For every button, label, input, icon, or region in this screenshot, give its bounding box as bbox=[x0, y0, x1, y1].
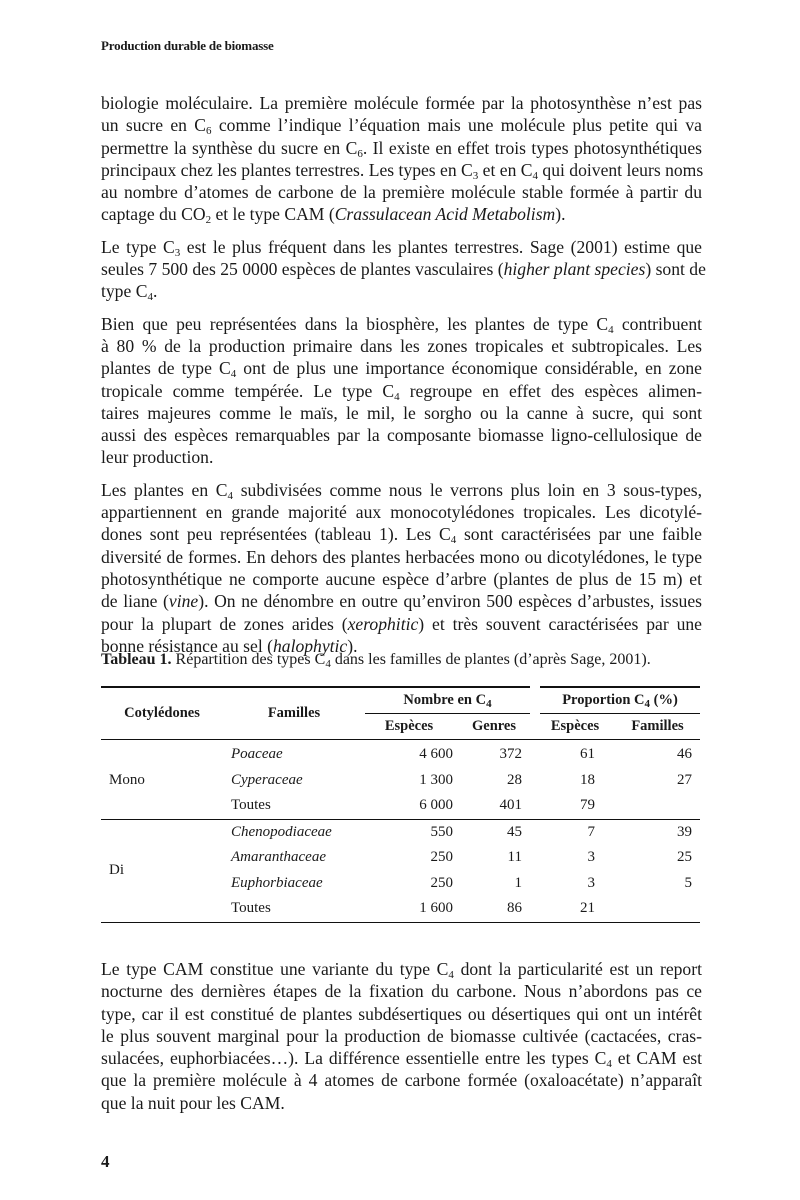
text-line bbox=[101, 590, 702, 612]
italic-term: higher plant species bbox=[503, 259, 646, 280]
cell-especes: 6 000 bbox=[365, 793, 453, 819]
cell-prop-familles: 46 bbox=[677, 746, 692, 763]
text-run: nocturne des dernières étapes de la fixation du carbone. Nous n’abordons pas ce bbox=[101, 981, 702, 1002]
paragraph bbox=[101, 958, 702, 1114]
text-run: tropicale comme tempérée. Le type C bbox=[101, 380, 395, 401]
text-line bbox=[101, 1069, 702, 1091]
header-cotyledones: Cotylédones bbox=[101, 687, 223, 740]
text-run: leur production. bbox=[101, 447, 214, 468]
text-run: dont la particularité est un report bbox=[453, 959, 702, 979]
text-run: Bien que peu représentées dans la biosphère, les plantes de type C bbox=[101, 313, 609, 334]
subscript: 4 bbox=[147, 291, 153, 304]
cell-prop-especes: 3 bbox=[587, 849, 595, 866]
text-run: ). bbox=[555, 204, 566, 225]
text-run: ont de plus une importance économique considérable, en zone bbox=[236, 358, 702, 379]
text-line bbox=[101, 1092, 702, 1114]
text-line bbox=[101, 335, 702, 357]
text-line bbox=[101, 546, 702, 568]
table-caption-text: Répartition des types C bbox=[171, 651, 326, 668]
cell-genres: 372 bbox=[499, 746, 522, 763]
text-line bbox=[101, 613, 702, 635]
header-text: Proportion C bbox=[562, 692, 645, 708]
text-run: . bbox=[152, 281, 158, 302]
text-run: aussi des espèces remarquables par la composante biomasse ligno-cellulosique de bbox=[101, 425, 702, 446]
subscript: 4 bbox=[608, 323, 614, 336]
header-familles-prop: Familles bbox=[615, 714, 700, 740]
text-run: diversité de formes. En dehors des plantes herbacées mono ou dicotylédones, le type bbox=[101, 546, 702, 567]
text-line bbox=[101, 137, 702, 159]
header-group-nombre bbox=[365, 687, 535, 714]
cell-family: Toutes bbox=[223, 896, 365, 922]
page-number: 4 bbox=[101, 1152, 110, 1171]
cell-especes: 1 300 bbox=[419, 771, 453, 788]
text-line bbox=[101, 402, 702, 424]
cell-especes: 250 bbox=[430, 874, 453, 891]
cell-especes: 550 bbox=[430, 823, 453, 840]
text-line bbox=[101, 1025, 702, 1047]
text-run: comme l’indique l’équation mais une molécule plus petite qui va bbox=[211, 115, 702, 136]
cell-cotyledon: Mono bbox=[101, 740, 223, 820]
subscript: 4 bbox=[448, 969, 454, 981]
table-caption-text: dans les familles de plantes (d’après Sage, 2001). bbox=[330, 651, 651, 668]
text-run: que la nuit pour les CAM. bbox=[101, 1092, 285, 1113]
text-run: est le plus fréquent dans les plantes terrestres. Sage (2001) estime que bbox=[180, 236, 702, 257]
text-run: au nombre d’atomes de carbone de la première molécule stable formée à partir du bbox=[101, 182, 702, 203]
text-run: et le type CAM ( bbox=[211, 204, 335, 225]
running-head: Production durable de biomasse bbox=[101, 38, 274, 53]
cell-prop-especes: 79 bbox=[535, 793, 615, 819]
text-run: Le type CAM constitue une variante du type C bbox=[101, 959, 449, 979]
subscript: 4 bbox=[606, 1058, 612, 1071]
subscript: 6 bbox=[206, 125, 212, 138]
cell-family: Euphorbiaceae bbox=[231, 874, 323, 891]
cell-genres: 86 bbox=[453, 896, 535, 922]
italic-term: vine bbox=[168, 591, 199, 612]
text-run: biologie moléculaire. La première molécule formée par la photosynthèse n’est pas bbox=[101, 93, 702, 113]
text-run: qui doivent leurs noms bbox=[538, 159, 704, 180]
subscript: 4 bbox=[644, 698, 650, 710]
text-line bbox=[101, 181, 702, 203]
cell-prop-familles: 25 bbox=[677, 849, 692, 866]
subscript: 4 bbox=[532, 169, 539, 182]
text-run: le plus souvent marginal pour la production de biomasse cultivée (cactacées, cras- bbox=[101, 1025, 702, 1046]
text-run: sont caractérisées par une faible bbox=[456, 524, 702, 545]
text-run: ) sont de bbox=[645, 259, 706, 280]
text-run: et CAM est bbox=[611, 1048, 702, 1069]
subscript: 4 bbox=[394, 390, 400, 403]
text-run: Le type C bbox=[101, 236, 175, 257]
header-text: Nombre en C bbox=[403, 692, 487, 708]
subscript: 4 bbox=[325, 658, 331, 670]
subscript: 4 bbox=[227, 489, 234, 502]
text-run: Les plantes en C bbox=[101, 479, 228, 500]
text-line bbox=[101, 1003, 702, 1025]
cell-family: Chenopodiaceae bbox=[231, 823, 332, 840]
table-row bbox=[101, 740, 700, 768]
subscript: 3 bbox=[174, 246, 181, 259]
text-run: ). bbox=[347, 635, 358, 656]
text-run: regroupe en effet des espèces alimen- bbox=[399, 380, 702, 401]
text-line bbox=[101, 159, 702, 181]
text-line bbox=[101, 92, 702, 114]
text-run: type C bbox=[101, 281, 148, 302]
text-run: permettre la synthèse du sucre en C bbox=[101, 137, 358, 158]
cell-family: Amaranthaceae bbox=[231, 849, 326, 866]
text-run: pour la plupart de zones arides ( bbox=[101, 613, 348, 634]
italic-term: Crassulacean Acid Metabolism bbox=[334, 204, 556, 225]
cell-genres: 1 bbox=[514, 874, 522, 891]
text-line bbox=[101, 313, 702, 335]
text-line bbox=[101, 568, 702, 590]
text-run: sulacées, euphorbiacées…). La différence essentielle entre les types C bbox=[101, 1048, 607, 1069]
subscript: 4 bbox=[450, 534, 457, 547]
text-line bbox=[101, 380, 702, 402]
subscript: 4 bbox=[486, 698, 492, 710]
paragraph bbox=[101, 92, 702, 226]
text-run: photosynthétique ne comporte aucune espèce d’arbre (plantes de plus de 15 m) et bbox=[101, 568, 702, 589]
text-run: ). On ne dénombre en outre qu’environ 500 espèces d’arbustes, issues bbox=[198, 591, 702, 612]
cell-prop-especes: 21 bbox=[535, 896, 615, 922]
paragraph bbox=[101, 236, 706, 304]
cell-especes: 1 600 bbox=[365, 896, 453, 922]
header-especes-prop: Espèces bbox=[535, 714, 615, 740]
text-line bbox=[101, 357, 702, 379]
subscript: 3 bbox=[472, 169, 479, 182]
cell-especes: 4 600 bbox=[419, 746, 453, 763]
text-run: à 80 % de la production primaire dans les zones tropicales et subtropicales. Les bbox=[101, 335, 702, 356]
text-line bbox=[101, 446, 702, 468]
cell-prop-familles: 27 bbox=[677, 771, 692, 788]
cell-genres: 11 bbox=[507, 849, 522, 866]
cell-especes: 250 bbox=[430, 849, 453, 866]
text-run: contribuent bbox=[613, 313, 703, 334]
text-line bbox=[101, 424, 702, 446]
cell-family: Toutes bbox=[223, 793, 365, 819]
text-run: ) et très souvent caractérisées par une bbox=[418, 613, 702, 634]
text-line bbox=[101, 479, 702, 501]
subscript: 2 bbox=[205, 214, 212, 227]
text-run: taires majeures comme le maïs, le mil, le sorgho ou la canne à sucre, qui sont bbox=[101, 402, 702, 423]
text-line bbox=[101, 258, 706, 280]
cell-prop-familles: 5 bbox=[684, 874, 692, 891]
table-caption bbox=[101, 651, 651, 669]
text-line bbox=[101, 280, 702, 302]
text-run: subdivisées comme nous le verrons plus loin en 3 sous-types, bbox=[233, 479, 702, 500]
text-run: appartiennent en grande majorité aux monocotylédones tropicales. Les dicotylé- bbox=[101, 502, 702, 523]
table-row bbox=[101, 819, 700, 845]
header-especes: Espèces bbox=[365, 714, 453, 740]
subscript: 6 bbox=[357, 147, 363, 160]
cell-genres: 401 bbox=[453, 793, 535, 819]
text-run: bonne résistance au sel ( bbox=[101, 635, 273, 656]
paragraph bbox=[101, 479, 702, 657]
cell-genres: 28 bbox=[507, 771, 522, 788]
cell-prop-especes: 3 bbox=[587, 874, 595, 891]
cell-genres: 45 bbox=[507, 823, 522, 840]
body-text bbox=[101, 92, 706, 667]
header-familles: Familles bbox=[223, 687, 365, 740]
text-run: principaux chez les plantes terrestres. Les types en C bbox=[101, 159, 473, 180]
text-run: dones sont peu représentées (tableau 1). Les C bbox=[101, 524, 451, 545]
italic-term: xerophitic bbox=[347, 613, 419, 634]
italic-term: halophytic bbox=[272, 635, 348, 656]
text-line bbox=[101, 958, 702, 980]
cell-prop-familles bbox=[615, 793, 700, 819]
cell-family: Poaceae bbox=[231, 746, 283, 763]
data-table bbox=[101, 686, 700, 923]
text-line bbox=[101, 236, 702, 258]
header-group-proportion bbox=[535, 687, 700, 714]
header-text: (%) bbox=[650, 692, 678, 708]
table-caption-label: Tableau 1. bbox=[101, 651, 172, 668]
text-run: . Il existe en effet trois types photosynthétiques bbox=[362, 137, 703, 158]
text-run: que la première molécule à 4 atomes de carbone formée (oxaloacétate) n’apparaît bbox=[101, 1070, 702, 1091]
text-run: plantes de type C bbox=[101, 358, 231, 379]
text-line bbox=[101, 1047, 702, 1069]
text-line bbox=[101, 203, 702, 225]
text-line bbox=[101, 501, 702, 523]
text-run: captage du CO bbox=[101, 204, 206, 225]
text-line bbox=[101, 523, 702, 545]
cell-prop-familles bbox=[615, 896, 700, 922]
text-line bbox=[101, 980, 702, 1002]
header-genres: Genres bbox=[453, 714, 535, 740]
cell-prop-especes: 61 bbox=[580, 746, 595, 763]
text-run: et en C bbox=[478, 159, 533, 180]
text-run: de liane ( bbox=[101, 591, 169, 612]
text-run: un sucre en C bbox=[101, 115, 207, 136]
cell-cotyledon: Di bbox=[101, 819, 223, 922]
subscript: 4 bbox=[230, 368, 237, 381]
text-line bbox=[101, 114, 702, 136]
closing-text bbox=[101, 958, 702, 1124]
text-run: type, car il est constitué de plantes subdésertiques ou désertiques qui ont un intérêt bbox=[101, 1003, 702, 1024]
paragraph bbox=[101, 313, 702, 469]
cell-family: Cyperaceae bbox=[231, 771, 303, 788]
text-run: seules 7 500 des 25 0000 espèces de plantes vasculaires ( bbox=[101, 259, 504, 280]
cell-prop-especes: 18 bbox=[580, 771, 595, 788]
cell-prop-familles: 39 bbox=[677, 823, 692, 840]
cell-prop-especes: 7 bbox=[587, 823, 595, 840]
